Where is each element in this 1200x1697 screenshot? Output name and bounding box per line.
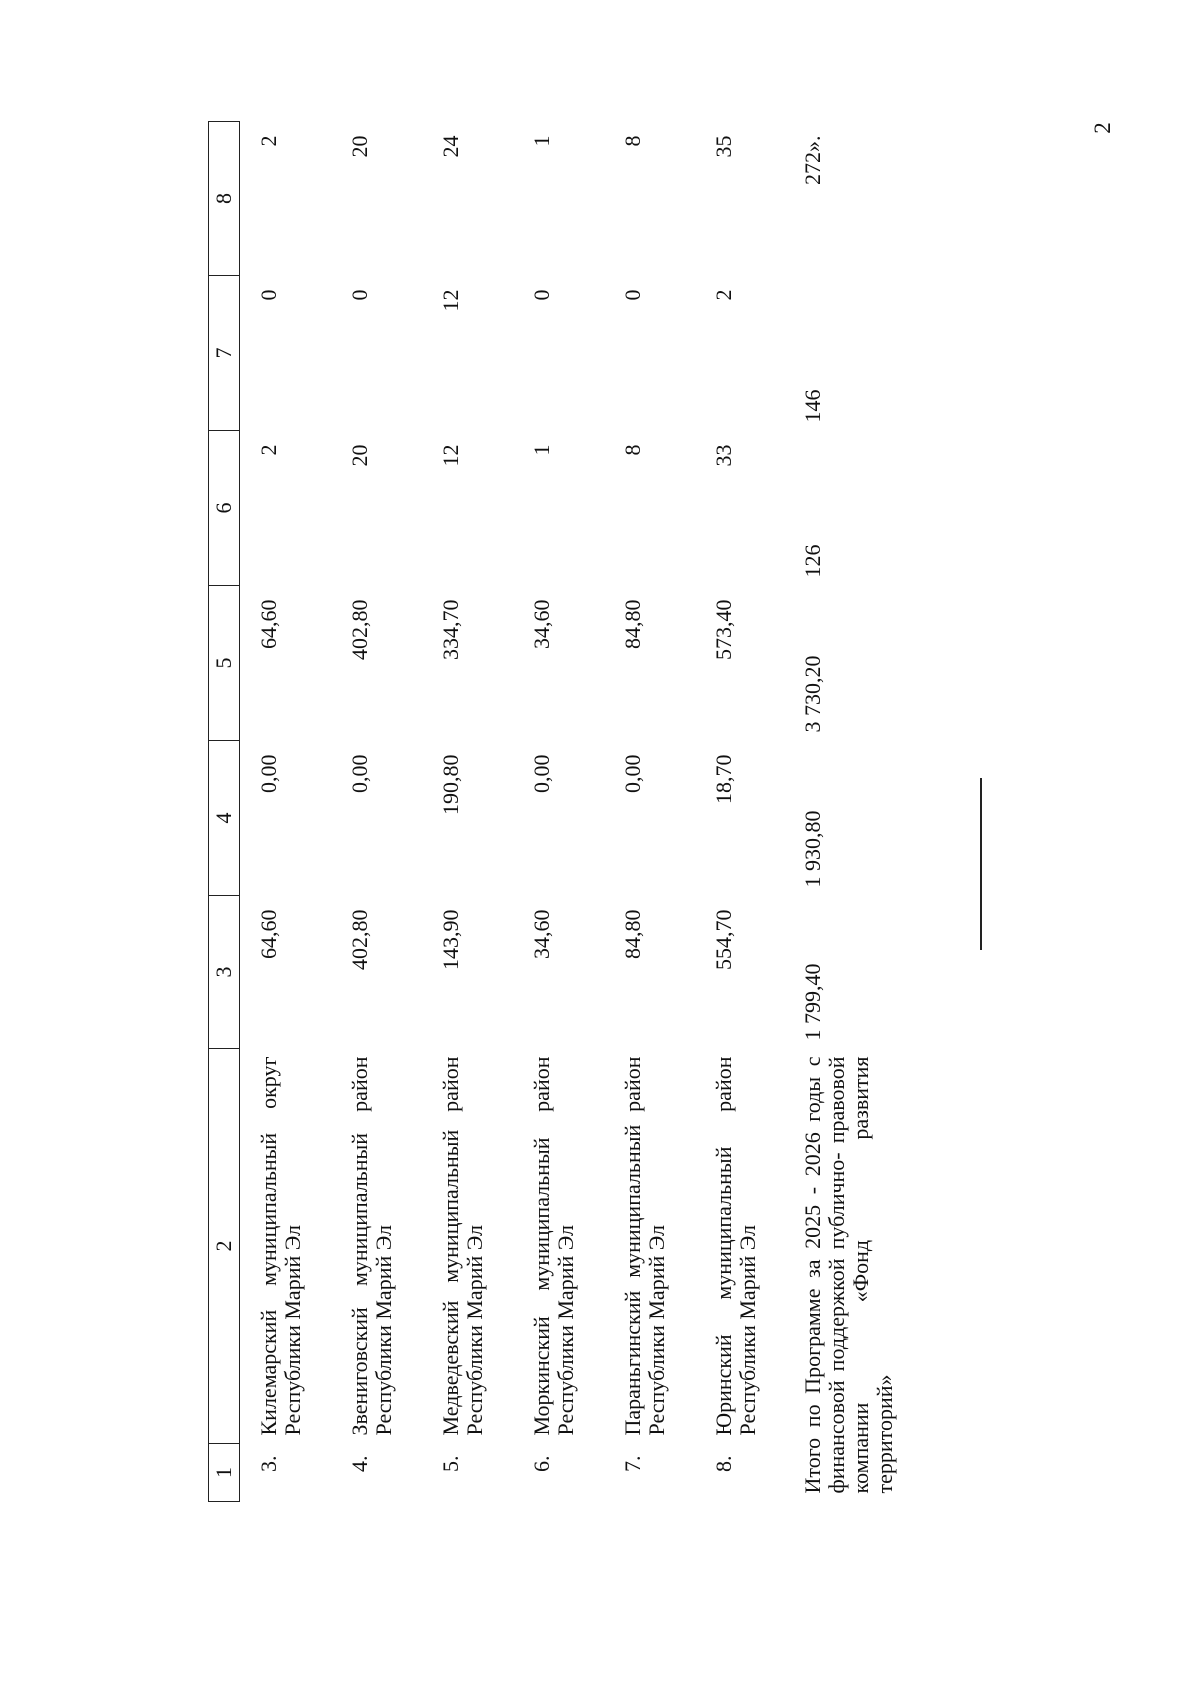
table-row (695, 122, 786, 1502)
name-line: Моркинский муниципальный район (529, 1056, 554, 1436)
column-header: 7 (209, 276, 240, 431)
cell-col8: 24 (438, 135, 463, 158)
column-header: 4 (209, 741, 240, 896)
cell-col4: 0,00 (529, 754, 554, 793)
cell-col5: 84,80 (620, 599, 645, 649)
total-col4: 1 930,80 (800, 810, 825, 888)
row-number: 5. (438, 1455, 463, 1472)
name-line: Килемарский муниципальный округ (256, 1056, 281, 1436)
total-label (786, 1049, 923, 1502)
cell-col5: 402,80 (347, 599, 372, 660)
name-line: Юринский муниципальный район (711, 1056, 736, 1436)
column-header: 3 (209, 896, 240, 1049)
cell-col3: 64,60 (256, 909, 281, 959)
bottom-rule (980, 778, 982, 950)
table-row (422, 122, 513, 1502)
total-col3: 1 799,40 (800, 963, 825, 1041)
cell-col6: 1 (529, 444, 554, 456)
cell-col5: 64,60 (256, 599, 281, 649)
total-col7: 146 (800, 389, 825, 423)
municipality-name (422, 1049, 513, 1444)
cell-col4: 0,00 (347, 754, 372, 793)
cell-col8: 20 (347, 135, 372, 158)
cell-col7: 0 (529, 289, 554, 301)
total-line: Итого по Программе за 2025 - 2026 годы (800, 1076, 825, 1494)
municipality-name (604, 1049, 695, 1444)
cell-col8: 35 (711, 135, 736, 158)
cell-col8: 2 (256, 135, 281, 147)
name-line: Республики Марий Эл (280, 1225, 305, 1436)
total-col8: 272». (800, 135, 825, 185)
row-number: 3. (256, 1455, 281, 1472)
cell-col3: 143,90 (438, 909, 463, 970)
cell-col7: 2 (711, 289, 736, 301)
table-row (240, 122, 332, 1502)
cell-col5: 573,40 (711, 599, 736, 660)
name-line: Республики Марий Эл (644, 1225, 669, 1436)
total-line: с финансовой поддержкой публично- (800, 1056, 849, 1494)
name-line: Республики Марий Эл (462, 1225, 487, 1436)
cell-col7: 0 (256, 289, 281, 301)
cell-col3: 554,70 (711, 909, 736, 970)
column-header-row (209, 122, 240, 1502)
cell-col3: 402,80 (347, 909, 372, 970)
table-row (331, 122, 422, 1502)
total-line: территорий» (872, 1374, 897, 1494)
cell-col6: 33 (711, 444, 736, 467)
cell-col4: 18,70 (711, 754, 736, 804)
name-line: Параньгинский муниципальный район (620, 1056, 645, 1436)
table-frame (208, 122, 1008, 1502)
page-number: 2 (1090, 122, 1115, 134)
column-header: 1 (209, 1444, 240, 1502)
cell-col3: 84,80 (620, 909, 645, 959)
column-header: 2 (209, 1049, 240, 1444)
cell-col6: 20 (347, 444, 372, 467)
cell-col7: 0 (347, 289, 372, 301)
cell-col8: 8 (620, 135, 645, 147)
total-line: правовой компании «Фонд развития (824, 1056, 873, 1494)
name-line: Республики Марий Эл (735, 1225, 760, 1436)
cell-col4: 190,80 (438, 754, 463, 815)
name-line: Республики Марий Эл (553, 1225, 578, 1436)
allocation-table (208, 121, 923, 1502)
cell-col4: 0,00 (620, 754, 645, 793)
row-number: 6. (529, 1455, 554, 1472)
cell-col3: 34,60 (529, 909, 554, 959)
cell-col7: 0 (620, 289, 645, 301)
cell-col6: 2 (256, 444, 281, 456)
cell-col7: 12 (438, 289, 463, 312)
total-col6: 126 (800, 544, 825, 578)
name-line: Звениговский муниципальный район (347, 1056, 372, 1436)
cell-col5: 334,70 (438, 599, 463, 660)
cell-col6: 12 (438, 444, 463, 467)
cell-col8: 1 (529, 135, 554, 147)
table-row (604, 122, 695, 1502)
total-col5: 3 730,20 (800, 655, 825, 733)
municipality-name (331, 1049, 422, 1444)
column-header: 6 (209, 431, 240, 586)
name-line: Республики Марий Эл (371, 1225, 396, 1436)
cell-col6: 8 (620, 444, 645, 456)
table-row (513, 122, 604, 1502)
municipality-name (695, 1049, 786, 1444)
column-header: 8 (209, 122, 240, 276)
name-line: Медведевский муниципальный район (438, 1056, 463, 1436)
cell-col5: 34,60 (529, 599, 554, 649)
municipality-name (513, 1049, 604, 1444)
municipality-name (240, 1049, 332, 1444)
total-row (786, 122, 923, 1502)
cell-col4: 0,00 (256, 754, 281, 793)
row-number: 4. (347, 1455, 372, 1472)
row-number: 7. (620, 1455, 645, 1472)
column-header: 5 (209, 586, 240, 741)
row-number: 8. (711, 1455, 736, 1472)
